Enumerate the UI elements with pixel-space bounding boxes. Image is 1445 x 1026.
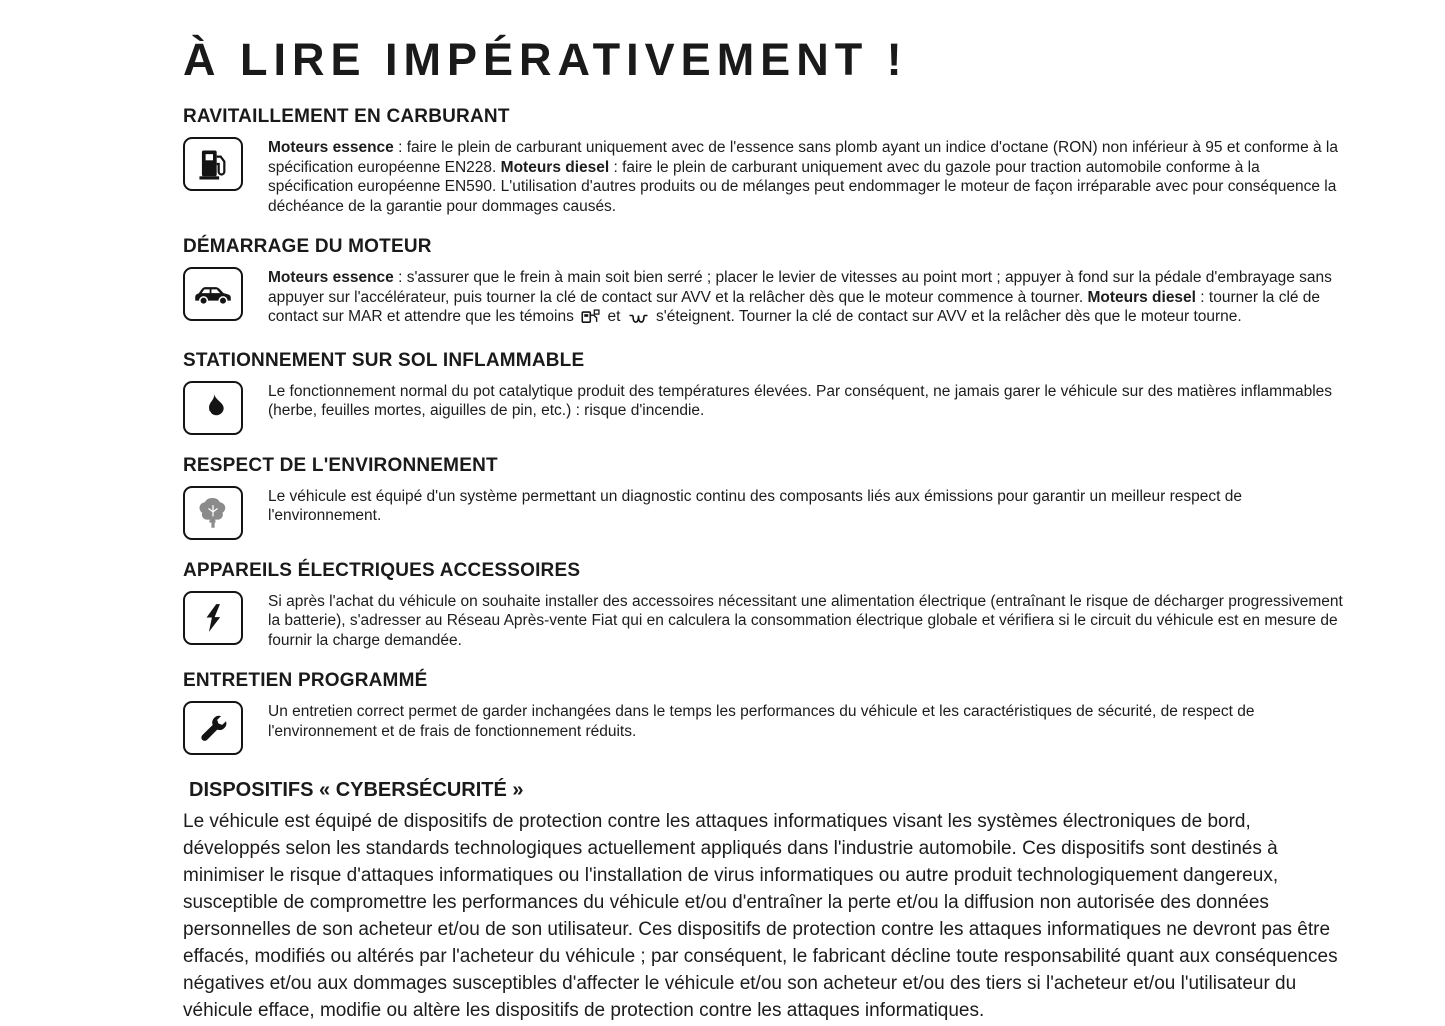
text-run: Si après l'achat du véhicule on souhaite installer des accessoires nécessitant une alimentation électrique (entraînant le risque de décharger progressivement la batterie), s'adresser au Réseau Après-vente Fiat qui en calculera la consommation électrique globale et vérifiera si le circuit du véhicule est en mesure de fournir la charge demandée. xyxy=(268,592,1343,649)
car-icon xyxy=(183,267,243,321)
glow-plug-warning-lamp-icon xyxy=(628,310,649,330)
section-heading-scheduled-servicing: ENTRETIEN PROGRAMMÉ xyxy=(183,670,428,692)
section-flammable-ground xyxy=(183,381,1345,435)
text-run: s'éteignent. Tourner la clé de contact sur AVV et la relâcher dès que le moteur tourne. xyxy=(651,308,1242,326)
section-heading-fuel: RAVITAILLEMENT EN CARBURANT xyxy=(183,106,510,127)
fuel-warning-lamp-icon xyxy=(581,309,600,330)
section-scheduled-servicing xyxy=(183,701,1345,755)
section-cybersecurity xyxy=(183,779,1345,1025)
section-heading-engine-start: DÉMARRAGE DU MOTEUR xyxy=(183,236,432,258)
section-environment xyxy=(183,486,1345,540)
section-body xyxy=(268,382,1345,421)
text-run: : tourner la clé de contact sur MAR et attendre que les témoins xyxy=(268,288,1321,326)
section-heading-environment: RESPECT DE L'ENVIRONNEMENT xyxy=(183,454,498,476)
section-fuel xyxy=(183,137,1345,216)
section-electrical-accessories xyxy=(183,591,1345,651)
text-run: Le véhicule est équipé d'un système permettant un diagnostic continu des composants liés aux émissions pour garantir un meilleur respect de l'environnement. xyxy=(268,487,1242,525)
bold-run: Moteurs diesel xyxy=(500,158,610,176)
text-run: : faire le plein de carburant uniquement avec de l'essence sans plomb ayant un indice d'octane (RON) non inférieur à 95 et conforme à la spécification européenne EN228. xyxy=(268,139,1338,176)
text-run: Un entretien correct permet de garder inchangées dans le temps les performances du véhicule et les caractéristiques de sécurité, de respect de l'environnement et de frais de fonctionnement réduits. xyxy=(268,703,1255,740)
text-run: Le fonctionnement normal du pot catalytique produit des températures élevées. Par conséquent, ne jamais garer le véhicule sur des matières inflammables (herbe, feuilles mortes, aiguilles de pin, etc.) : risque d'incendie. xyxy=(268,382,1333,420)
text-run: : faire le plein de carburant uniquement avec du gazole pour traction automobile conforme à la spécification européenne EN590. L'utilisation d'autres produits ou de mélanges peut endommager le moteur de façon irréparable avec pour conséquence la déchéance de la garantie pour dommages causés. xyxy=(268,158,1337,215)
bold-run: Moteurs essence xyxy=(268,139,394,156)
section-body xyxy=(268,268,1345,330)
section-body xyxy=(268,138,1345,216)
text-run: et xyxy=(603,308,625,326)
page-title: À LIRE IMPÉRATIVEMENT ! xyxy=(183,34,908,85)
section-body xyxy=(268,487,1345,526)
bold-run: Moteurs diesel xyxy=(1087,288,1196,306)
fuel-pump-icon xyxy=(183,137,243,191)
section-heading-flammable-ground: STATIONNEMENT SUR SOL INFLAMMABLE xyxy=(183,349,585,371)
section-heading-cybersecurity: DISPOSITIFS « CYBERSÉCURITÉ » xyxy=(189,779,524,802)
flame-icon xyxy=(183,381,243,435)
wrench-icon xyxy=(183,701,243,755)
section-body xyxy=(268,592,1345,651)
section-heading-electrical-accessories: APPAREILS ÉLECTRIQUES ACCESSOIRES xyxy=(183,559,581,581)
lightning-bolt-icon xyxy=(183,591,243,645)
cybersecurity-body: Le véhicule est équipé de dispositifs de protection contre les attaques informatiques visant les systèmes électroniques de bord, développés selon les standards technologiques actuellement appliqués dans l'industrie automobile. Ces dispositifs sont destinés à minimiser le risque d'attaques informatiques ou l'installation de virus informatiques ou autre produit technologiquement dangereux, susceptible de compromettre les performances du véhicule et/ou d'entraîner la perte et/ou la diffusion non autorisée des données personnelles de son acheteur et/ou de son utilisateur. Ces dispositifs de protection contre les attaques informatiques ne devront pas être effacés, modifiés ou altérés par l'acheteur du véhicule ; par conséquent, le fabricant décline toute responsabilité quant aux conséquences négatives et/ou aux dommages susceptibles d'affecter le véhicule et/ou son acheteur et/ou des tiers si l'acheteur et/ou l'utilisateur du véhicule efface, modifie ou altère les dispositifs de protection contre les attaques informatiques. xyxy=(183,811,1338,1021)
section-engine-start xyxy=(183,267,1345,330)
bold-run: Moteurs essence xyxy=(268,269,394,287)
text-run: : s'assurer que le frein à main soit bien serré ; placer le levier de vitesses au point mort ; appuyer à fond sur la pédale d'embrayage sans appuyer sur l'accélérateur, puis tourner la clé de contact sur AVV et la relâcher dès que le moteur commence à tourner. xyxy=(268,269,1332,306)
tree-icon xyxy=(183,486,243,540)
section-body xyxy=(268,702,1345,741)
